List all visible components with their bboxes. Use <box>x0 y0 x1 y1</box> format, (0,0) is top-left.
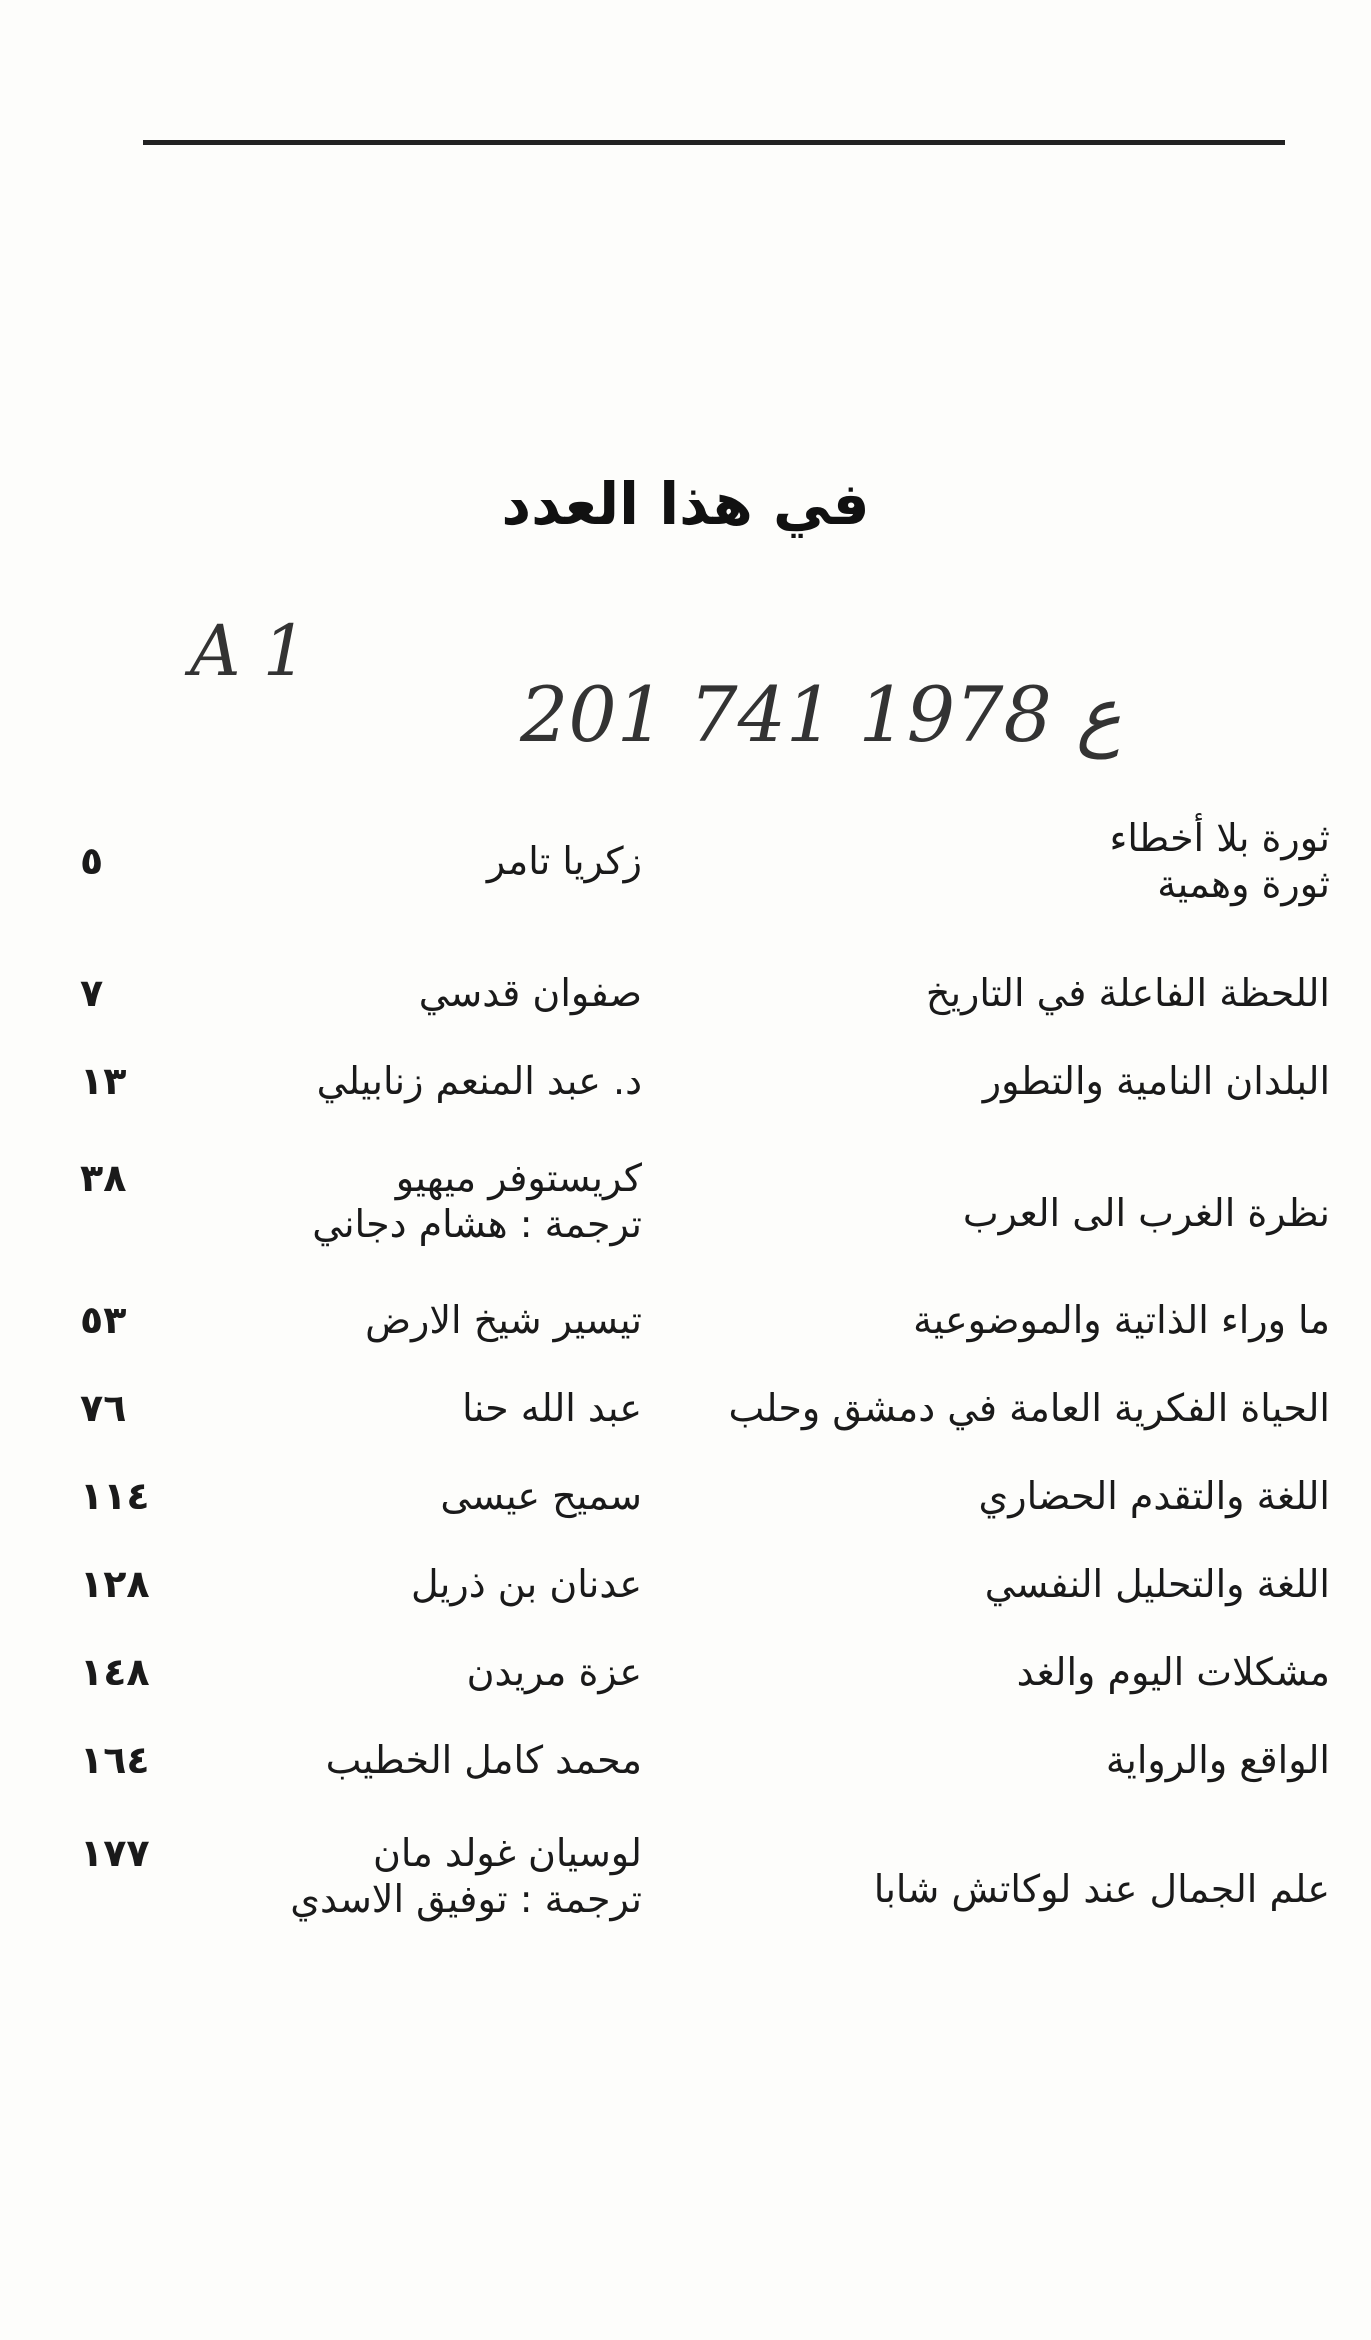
toc-entry-author <box>202 1737 642 1783</box>
toc-entry-title <box>690 1473 1330 1519</box>
toc-entry-title-line: الواقع والرواية <box>1105 1738 1330 1782</box>
toc-entry-title-line: مشكلات اليوم والغد <box>1016 1650 1330 1694</box>
toc-entry-page: ٣٨ <box>80 1156 127 1200</box>
toc-entry-author-line: تيسير شيخ الارض <box>365 1298 642 1342</box>
toc-entry-page: ١١٤ <box>80 1474 150 1518</box>
toc-entry-author-line: عبد الله حنا <box>462 1386 642 1430</box>
toc-entry-author <box>202 1297 642 1343</box>
toc-entry-title-line: ما وراء الذاتية والموضوعية <box>913 1298 1330 1342</box>
toc-entry-author-line: محمد كامل الخطيب <box>325 1738 642 1782</box>
toc-entry-page: ٥٣ <box>80 1298 127 1342</box>
toc-entry-title-line: اللغة والتحليل النفسي <box>984 1562 1330 1606</box>
toc-entry-page: ٧ <box>80 971 104 1015</box>
toc-entry-page: ١٦٤ <box>80 1738 150 1782</box>
toc-entry-title <box>690 1561 1330 1607</box>
toc-entry-author-line: ترجمة : هشام دجاني <box>312 1202 642 1246</box>
toc-entry-page: ١٢٨ <box>80 1562 150 1606</box>
toc-entry-title-line: نظرة الغرب الى العرب <box>962 1191 1330 1235</box>
toc-entry-author-line: لوسيان غولد مان <box>372 1831 642 1875</box>
toc-entry-title-line: اللحظة الفاعلة في التاريخ <box>925 971 1330 1015</box>
toc-entry-title <box>690 1190 1330 1236</box>
toc-entry-author <box>202 838 642 884</box>
toc-entry-title <box>690 970 1330 1016</box>
toc-entry-page: ١٤٨ <box>80 1650 150 1694</box>
toc-entry-author <box>202 1649 642 1695</box>
toc-entry-title <box>690 815 1330 907</box>
toc-entry-author <box>202 970 642 1016</box>
toc-entry-title-line: ثورة وهمية <box>1157 862 1330 906</box>
toc-entry-title <box>690 1866 1330 1912</box>
toc-entry-title-line: البلدان النامية والتطور <box>982 1059 1330 1103</box>
toc-entry-author <box>202 1058 642 1104</box>
toc-entry-author-line: عدنان بن ذريل <box>411 1562 642 1606</box>
toc-entry-title <box>690 1058 1330 1104</box>
toc-entry-author-line: زكريا تامر <box>486 839 642 883</box>
toc-entry-author-line: د. عبد المنعم زنابيلي <box>316 1059 642 1103</box>
handwritten-annotation-reference: 201 ع 1978 741 <box>520 670 1122 759</box>
toc-entry-author-line: عزة مريدن <box>466 1650 642 1694</box>
toc-entry-author <box>202 1830 642 1922</box>
toc-entry-author <box>202 1473 642 1519</box>
toc-entry-author <box>202 1561 642 1607</box>
toc-entry-page: ١٣ <box>80 1059 127 1103</box>
toc-entry-author-line: سميح عيسى <box>440 1474 642 1518</box>
toc-entry-title-line: اللغة والتقدم الحضاري <box>978 1474 1330 1518</box>
toc-entry-author <box>202 1155 642 1247</box>
toc-entry-author-line: ترجمة : توفيق الاسدي <box>290 1877 642 1921</box>
toc-entry-page: ٧٦ <box>80 1386 127 1430</box>
toc-entry-title <box>690 1297 1330 1343</box>
toc-entry-title <box>690 1737 1330 1783</box>
toc-entry-author-line: صفوان قدسي <box>418 971 642 1015</box>
toc-entry-title <box>690 1385 1330 1431</box>
toc-entry-title <box>690 1649 1330 1695</box>
toc-entry-author <box>202 1385 642 1431</box>
toc-entry-author-line: كريستوفر ميهيو <box>395 1156 642 1200</box>
toc-entry-title-line: الحياة الفكرية العامة في دمشق وحلب <box>728 1386 1330 1430</box>
toc-entry-title-line: ثورة بلا أخطاء <box>1109 816 1330 860</box>
toc-entry-title-line: علم الجمال عند لوكاتش شابا <box>873 1867 1330 1911</box>
toc-entry-page: ٥ <box>80 839 104 883</box>
handwritten-annotation-a1: A 1 <box>190 610 308 692</box>
toc-entry-page: ١٧٧ <box>80 1831 150 1875</box>
page-heading: في هذا العدد <box>501 470 870 538</box>
